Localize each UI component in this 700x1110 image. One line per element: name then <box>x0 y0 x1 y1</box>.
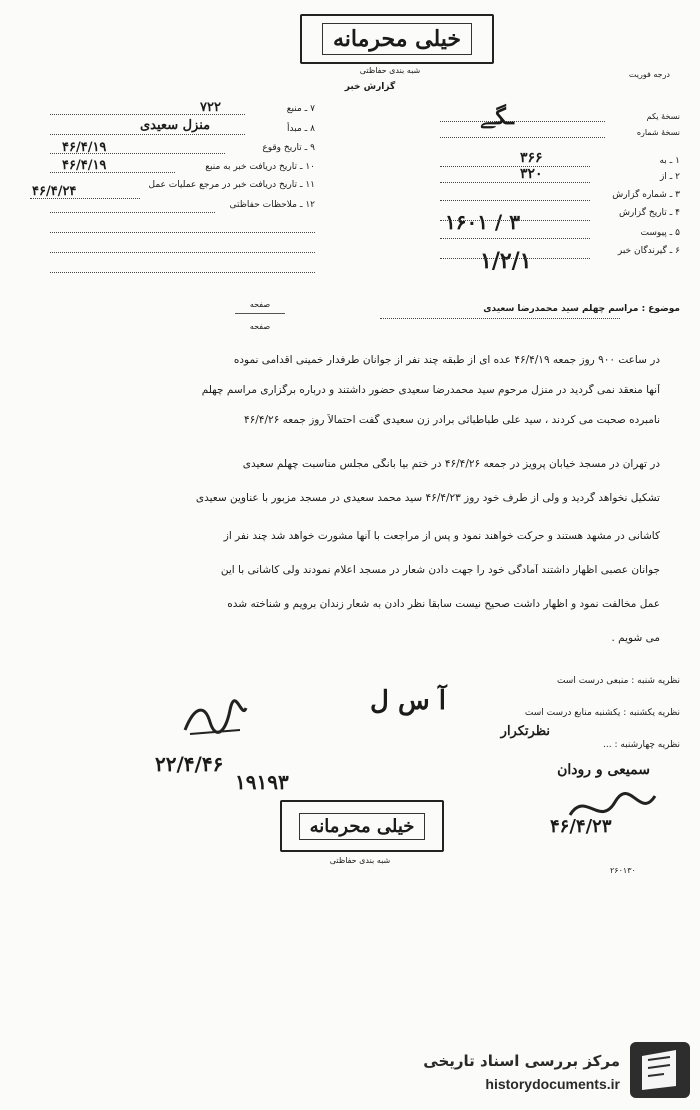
right-field-value: ۱/۲/۱ <box>480 248 532 274</box>
body-line: آنها منعقد نمی گردید در منزل مرحوم سید محمدرضا سعیدی حضور داشتند و درباره برگزاری مراسم چهلم <box>201 384 660 396</box>
body-line: نامبرده صحبت می کردند ، سید علی طباطبائی برادر زن سعیدی گفت احتمالاً روز جمعه ۴۶/۴/۲۶ <box>243 414 660 426</box>
right-field-line <box>440 182 590 183</box>
left-field-label: ۸ ـ مبدأ <box>287 124 315 134</box>
right-field-line <box>440 238 590 239</box>
body-line: در تهران در مسجد خیابان پرویز در جمعه ۴۶/۴/۲۶ در ختم بیا بانگی مجلس مناسبت چهلم سعیدی <box>242 458 660 470</box>
right-field-value: ۳۲۰ <box>520 166 543 182</box>
footnote-2: نظریه یکشنبه : یکشنبه منابع درست است <box>524 708 680 718</box>
handwritten-date-left: ۲۲/۴/۴۶ <box>155 752 224 776</box>
bottom-stamp-text: خیلی محرمانه <box>299 813 426 840</box>
left-field-value: ۴۶/۴/۱۹ <box>62 158 107 173</box>
right-field-value: ۱۶۰۱ / ۳ <box>445 210 520 234</box>
handwritten-copy-mark: ـﮕﮯ <box>480 104 514 130</box>
document-code: ۲۶۰۱۳۰ <box>610 866 636 875</box>
top-classification-stamp <box>300 14 494 64</box>
copy1-label: نسخهٔ یکم <box>646 112 680 121</box>
right-field-line <box>440 166 590 167</box>
left-field-value: ۴۶/۴/۲۴ <box>32 184 77 199</box>
priority-label: درجه فوریت <box>628 70 670 79</box>
left-field-label: ۷ ـ منبع <box>286 104 315 114</box>
left-field-line <box>50 134 245 135</box>
left-field-line <box>50 172 175 173</box>
footnote-1: نظریه شنبه : منبعی درست است <box>556 676 680 686</box>
left-field-line <box>30 198 140 199</box>
handwritten-right-note: نظرتکرار <box>500 724 550 739</box>
archive-url: historydocuments.ir <box>485 1076 620 1092</box>
footnote-3: نظریه چهارشنبه : ... <box>603 740 680 750</box>
right-field-line <box>440 200 590 201</box>
handwritten-number-left: ۱۹۱۹۳ <box>235 770 289 794</box>
subject-line: موضوع : مراسم چهلم سید محمدرضا سعیدی <box>483 304 680 314</box>
right-field-label: ۲ ـ از <box>659 172 680 182</box>
middle-divider <box>235 313 285 314</box>
subject-underline <box>380 318 620 319</box>
left-field-line <box>50 114 245 115</box>
body-line: کاشانی در مشهد هستند و حرکت خواهند نمود و پس از مراجعت با آنها مشورت خواهد شد چند نفر از <box>223 530 660 542</box>
middle-label-1: صفحه <box>249 300 271 309</box>
left-field-line <box>50 153 225 154</box>
body-line: می شویم . <box>611 632 660 644</box>
left-field-label: ۱۰ ـ تاریخ دریافت خبر به منبع <box>205 162 315 172</box>
right-field-label: ۵ ـ پیوست <box>640 228 680 238</box>
body-line: تشکیل نخواهد گردید و ولی از طرف خود روز ۴۶/۴/۲۳ سید محمد سعیدی در مسجد مزبور با عناوین سعیدی <box>195 492 660 504</box>
left-field-label: ۹ ـ تاریخ وقوع <box>262 143 315 153</box>
left-field-line <box>50 252 315 253</box>
right-field-label: ۳ ـ شماره گزارش <box>612 190 680 200</box>
archive-footer <box>0 1032 700 1110</box>
report-type: گزارش خبر <box>344 82 396 92</box>
handwritten-mark-center: آ س ل <box>370 686 446 716</box>
left-field-value: ۴۶/۴/۱۹ <box>62 140 107 155</box>
right-field-label: ۴ ـ تاریخ گزارش <box>618 208 680 218</box>
body-line: در ساعت ۹۰۰ روز جمعه ۴۶/۴/۱۹ عده ای از طبقه چند نفر از جوانان طرفدار خمینی اقدامی نموده <box>233 354 660 366</box>
top-stamp-text: خیلی محرمانه <box>322 23 472 55</box>
body-line: جوانان عصبی اظهار داشتند آمادگی خود را جهت دادن شعار در مسجد اعلام نمودند ولی کاشانی با این <box>220 564 660 576</box>
middle-label-2: صفحه <box>249 322 271 331</box>
right-field-line <box>440 258 590 259</box>
handwritten-right-date: ۴۶/۴/۲۳ <box>550 816 612 837</box>
copy2-label: نسخهٔ شماره <box>636 128 680 137</box>
left-field-label: ۱۲ ـ ملاحظات حفاظتی <box>229 200 315 210</box>
body-line: عمل مخالفت نمود و اظهار داشت صحیح نیست سابقاً نظر دادن به شعار زندان برویم و شناخته شده <box>227 598 660 610</box>
left-field-value: منزل سعیدی <box>140 118 211 133</box>
archive-logo-icon <box>630 1042 690 1098</box>
left-field-line <box>50 212 215 213</box>
right-field-line <box>440 220 590 221</box>
dept-caption: شبه بندی حفاظتی <box>359 66 421 75</box>
signature-left <box>180 700 250 744</box>
left-field-line <box>50 232 315 233</box>
right-field-label: ۶ ـ گیرندگان خبر <box>617 246 680 256</box>
right-field-label: ۱ ـ به <box>659 156 680 166</box>
left-field-line <box>50 272 315 273</box>
right-field-value: ۳۶۶ <box>520 150 543 166</box>
copy1-line <box>440 121 605 122</box>
handwritten-right-name: سمیعی و رودان <box>557 762 650 778</box>
left-field-value: ۷۲۲ <box>200 100 221 115</box>
bottom-classification-stamp <box>280 800 444 852</box>
left-field-label: ۱۱ ـ تاریخ دریافت خبر در مرجع عملیات عمل <box>148 180 315 190</box>
bottom-stamp-caption: شبه بندی حفاظتی <box>329 856 391 865</box>
archive-org-name: مرکز بررسی اسناد تاریخی <box>423 1052 620 1070</box>
copy2-line <box>440 137 605 138</box>
